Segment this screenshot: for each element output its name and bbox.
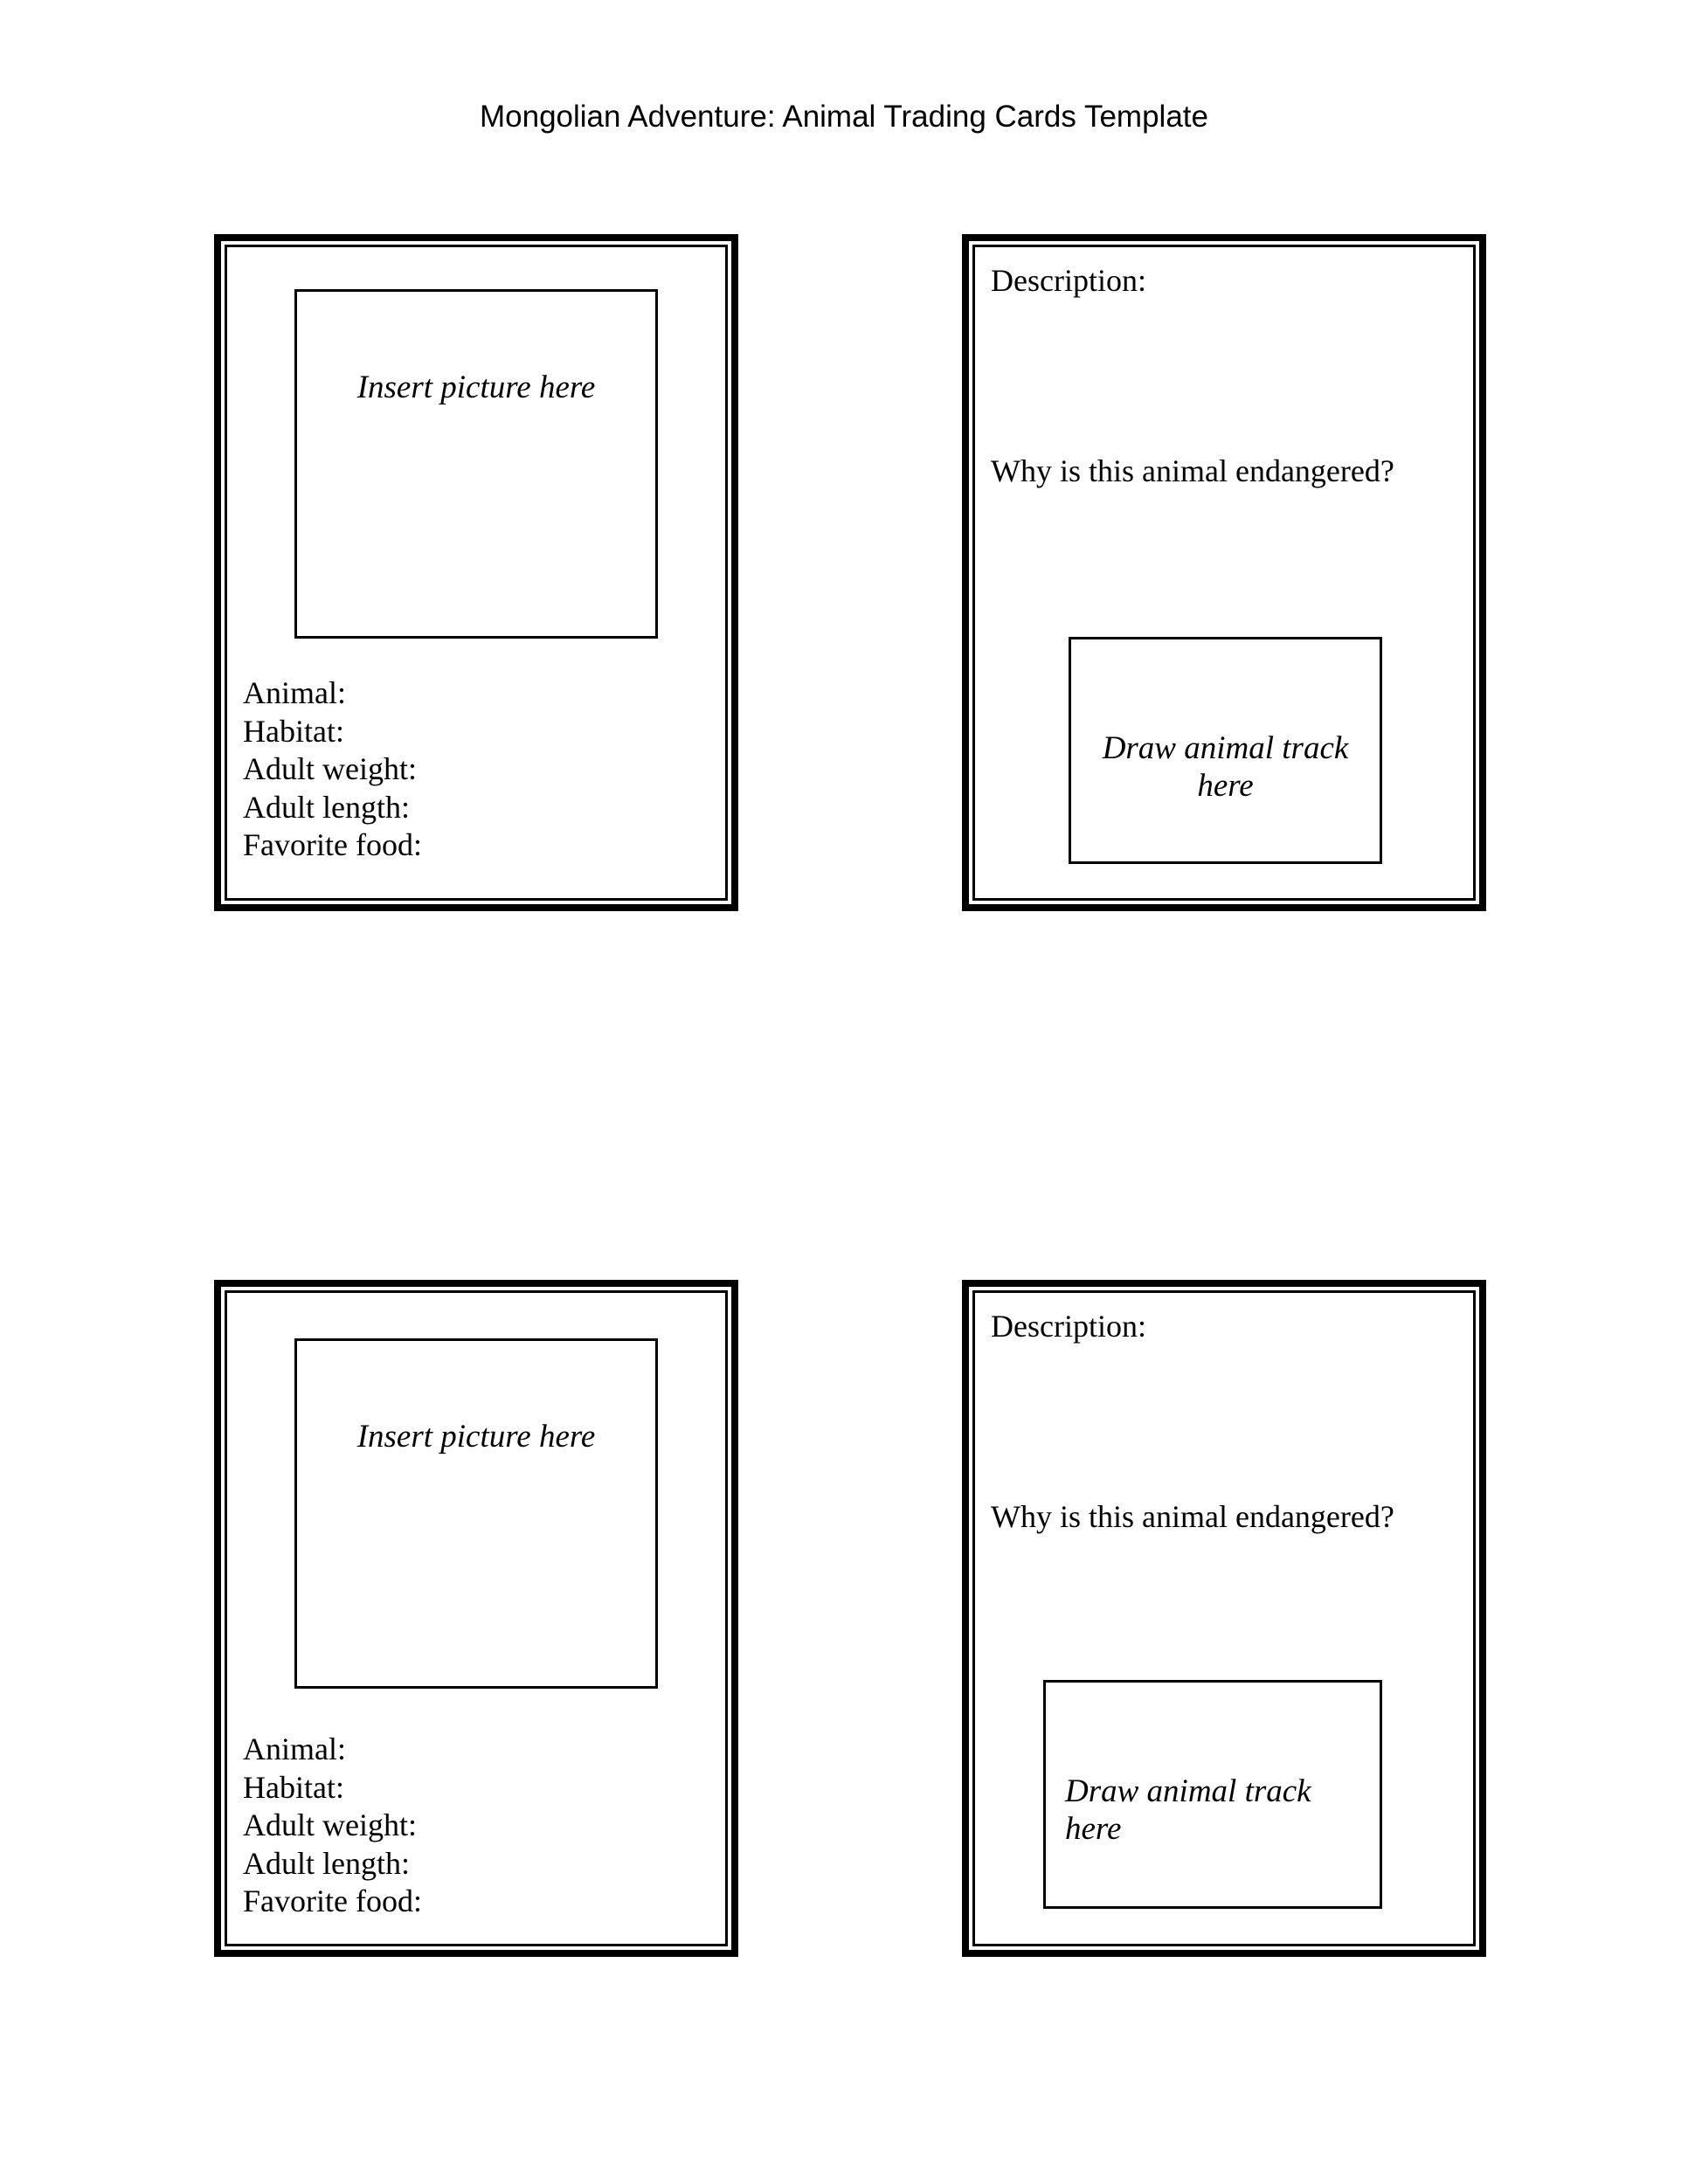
endangered-question: Why is this animal endangered? (991, 1499, 1394, 1534)
description-label: Description: (991, 1309, 1146, 1344)
field-adult-length: Adult length: (243, 789, 410, 825)
card-back-2 (962, 1280, 1486, 1957)
field-adult-weight: Adult weight: (243, 1807, 417, 1842)
field-favorite-food: Favorite food: (243, 827, 422, 862)
field-habitat: Habitat: (243, 1769, 344, 1805)
card-front-2 (214, 1280, 738, 1957)
track-drawing-box[interactable] (1043, 1680, 1382, 1909)
animal-fields-list (243, 1731, 422, 1921)
field-animal: Animal: (243, 675, 346, 710)
picture-placeholder-box[interactable] (294, 289, 658, 639)
track-placeholder-label (1071, 729, 1380, 805)
track-placeholder-line2: here (1197, 768, 1254, 804)
field-adult-weight: Adult weight: (243, 751, 417, 786)
field-favorite-food: Favorite food: (243, 1883, 422, 1918)
track-placeholder-label (1065, 1773, 1311, 1848)
field-animal: Animal: (243, 1731, 346, 1766)
field-habitat: Habitat: (243, 713, 344, 749)
track-placeholder-line1: Draw animal track (1065, 1773, 1311, 1809)
field-adult-length: Adult length: (243, 1845, 410, 1881)
animal-fields-list (243, 674, 422, 865)
track-placeholder-line2: here (1065, 1811, 1122, 1847)
track-drawing-box[interactable] (1069, 637, 1382, 864)
card-front-1 (214, 234, 738, 911)
picture-placeholder-label: Insert picture here (356, 370, 596, 405)
picture-placeholder-label: Insert picture here (356, 1419, 596, 1455)
card-back-1 (962, 234, 1486, 911)
page-title: Mongolian Adventure: Animal Trading Cards Template (479, 100, 1208, 134)
description-label: Description: (991, 263, 1146, 298)
endangered-question: Why is this animal endangered? (991, 453, 1394, 488)
picture-placeholder-box[interactable] (294, 1338, 658, 1689)
track-placeholder-line1: Draw animal track (1102, 730, 1349, 766)
